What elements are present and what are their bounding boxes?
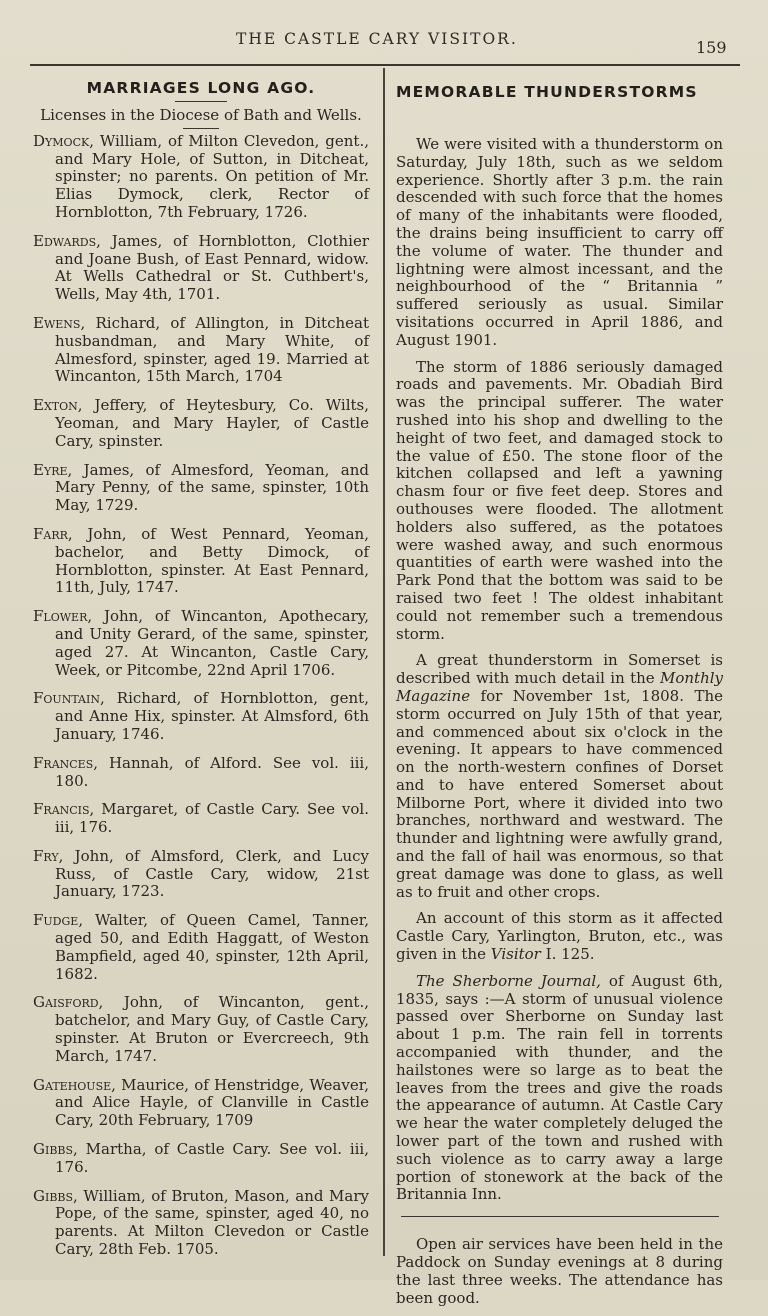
publication-title: Visitor bbox=[490, 945, 541, 964]
marriages-column bbox=[33, 78, 369, 1270]
paragraph-text: A great thunderstorm in Somerset is described with much detail in the bbox=[396, 651, 723, 688]
entry-text: James, of Hornblotton, Clothier and Joane Bush, of East Pennard, widow. At Wells Cathedral or St. Cuthbert's, Wells, May 4th, 1701. bbox=[55, 231, 369, 304]
entry-text: Walter, of Queen Camel, Tanner, aged 50, and Edith Haggatt, of Weston Bampfield, aged 40, spinster, 12th April, 1682. bbox=[55, 911, 369, 983]
entry-text: Richard, of Allington, in Ditcheat husbandman, and Mary White, of Almesford, spinster, aged 19. Married at Wincanton, 15th March, 1704 bbox=[55, 313, 369, 386]
marriages-title: MARRIAGES LONG AGO. bbox=[86, 79, 316, 97]
article-paragraph bbox=[396, 652, 723, 901]
publication-title: Monthly Magazine bbox=[396, 669, 723, 705]
notice-paragraph: Open air services have been held in the Paddock on Sunday evenings at 8 during the last three weeks. The attendance has been good. bbox=[396, 1235, 723, 1307]
section-end-rule bbox=[401, 1216, 719, 1217]
running-title: THE CASTLE CARY VISITOR. bbox=[236, 30, 518, 48]
marriages-intro: Licenses in the Diocese of Bath and Wells. bbox=[40, 106, 362, 124]
marriage-entry bbox=[33, 1141, 369, 1177]
marriage-entry bbox=[33, 462, 369, 515]
paragraph-text: An account of this storm as it affected Castle Cary, Yarlington, Bruton, etc., was given in the bbox=[396, 909, 723, 964]
entry-text: Richard, of Hornblotton, gent, and Anne Hix, spinster. At Almsford, 6th January, 1746. bbox=[55, 689, 369, 743]
entry-text: John, of Wincanton, gent., batchelor, and Mary Guy, of Castle Cary, spinster. At Bruton or Evercreech, 9th March, 1747. bbox=[55, 993, 369, 1065]
marriage-entry bbox=[33, 994, 369, 1065]
entry-text: James, of Almesford, Yeoman, and Mary Penny, of the same, spinster, 10th May, 1729. bbox=[55, 460, 369, 515]
entry-text: John, of West Pennard, Yeoman, bachelor, and Betty Dimock, of Hornblotton, spinster. At East Pennard, 11th, July, 1747. bbox=[55, 524, 369, 597]
paragraph-text: for November 1st, 1808. The storm occurred on July 15th of that year, and commenced about six o'clock in the evening. It appears to have commenced on the north-western confines of Dorset and to have entered Somerset about Milborne Port, where it divided into two branches, northward and westward. The thunder and lightning were awfully grand, and the fall of hail was enormous, so that great damage was done to glass, as well as to fruit and other crops. bbox=[396, 686, 723, 901]
thunderstorms-title: MEMORABLE THUNDERSTORMS bbox=[396, 83, 698, 101]
title-rule bbox=[175, 101, 227, 102]
entry-surname: Gibbs, bbox=[33, 1186, 78, 1205]
entry-text: John, of Wincanton, Apothecary, and Unity Gerard, of the same, spinster, aged 27. At Wincanton, Castle Cary, Week, or Pitcombe, 22nd April 1706. bbox=[55, 607, 369, 679]
entry-text: Maurice, of Henstridge, Weaver, and Alice Hayle, of Clanville in Castle Cary, 20th February, 1709 bbox=[55, 1075, 369, 1130]
entry-surname: Fountain, bbox=[33, 689, 105, 708]
entry-surname: Eyre, bbox=[33, 460, 73, 479]
entry-surname: Francis, bbox=[33, 800, 95, 819]
marriage-entry bbox=[33, 133, 369, 222]
article-paragraph bbox=[396, 910, 723, 963]
marriage-entry bbox=[33, 315, 369, 386]
entry-text: Jeffery, of Heytesbury, Co. Wilts, Yeoman, and Mary Hayler, of Castle Cary, spinster. bbox=[55, 396, 369, 450]
marriage-entry bbox=[33, 526, 369, 597]
entry-text: Hannah, of Alford. See vol. iii, 180. bbox=[55, 753, 369, 790]
entry-text: William, of Bruton, Mason, and Mary Pope, of the same, spinster, aged 40, no parents. At Milton Clevedon or Castle Cary, 28th Feb. 1705. bbox=[55, 1186, 369, 1259]
marriage-entry bbox=[33, 848, 369, 901]
column-divider bbox=[383, 68, 385, 1256]
article-paragraph bbox=[396, 973, 723, 1204]
entry-surname: Gatehouse, bbox=[33, 1075, 116, 1094]
article-paragraph: The storm of 1886 seriously damaged roads and pavements. Mr. Obadiah Bird was the principal sufferer. The water rushed into his shop and dwelling to the height of two feet, and damaged stock to the value of £50. The stone floor of the kitchen collapsed and left a yawning chasm four or five feet deep. Stores and outhouses were flooded. The allotment holders also suffered, as the potatoes were washed away, and such enormous quantities of earth were washed into the Park Pond that the bottom was said to be raised two feet ! The oldest inhabitant could not remember such a tremendous storm. bbox=[396, 357, 723, 643]
thunderstorms-column bbox=[396, 82, 723, 1316]
page-number: 159 bbox=[696, 38, 727, 57]
entry-surname: Fudge, bbox=[33, 911, 84, 930]
publication-title: The Sherborne Journal, bbox=[416, 971, 601, 990]
entry-text: William, of Milton Clevedon, gent., and Mary Hole, of Sutton, in Ditcheat, spinster; no parents. On petition of Mr. Elias Dymock, clerk, Rector of Hornblotton, 7th February, 1726. bbox=[55, 131, 369, 221]
marriage-entry bbox=[33, 608, 369, 679]
entry-surname: Edwards, bbox=[33, 231, 101, 250]
intro-rule bbox=[183, 128, 219, 129]
entry-text: Martha, of Castle Cary. See vol. iii, 176. bbox=[55, 1140, 370, 1176]
marriage-entry bbox=[33, 912, 369, 983]
marriage-entry bbox=[33, 801, 369, 837]
entry-text: Margaret, of Castle Cary. See vol. iii, 176. bbox=[55, 800, 369, 837]
entry-surname: Dymock, bbox=[33, 131, 94, 150]
entry-surname: Exton, bbox=[33, 396, 83, 415]
entry-surname: Fry, bbox=[33, 846, 64, 865]
marriage-entry bbox=[33, 1077, 369, 1130]
paragraph-text: of August 6th, 1835, says :—A storm of unusual violence passed over Sherborne on Sunday last about 1 p.m. The rain fell in torrents accompanied with thunder, and the hailstones were so large as to beat the leaves from the trees and give the roads the appearance of autumn. At Castle Cary we hear the water completely deluged the lower part of the town and rushed with such violence as to carry away a large portion of stonework at the back of the Britannia Inn. bbox=[396, 971, 723, 1204]
header-rule bbox=[30, 64, 740, 66]
paragraph-text: I. 125. bbox=[545, 945, 595, 964]
entry-surname: Ewens, bbox=[33, 313, 86, 332]
entry-surname: Flower, bbox=[33, 607, 93, 626]
article-paragraph: We were visited with a thunderstorm on Saturday, July 18th, such as we seldom experience. Shortly after 3 p.m. the rain descended with such force that the homes of many of the inhabitants were flooded, the drains being insufficient to carry off the volume of water. The thunder and lightning were almost incessant, and the neighbourhood of the “ Britannia ” suffered seriously as usual. Similar visitations occurred in April 1886, and August 1901. bbox=[396, 135, 723, 349]
marriage-entry bbox=[33, 755, 369, 791]
entry-surname: Gibbs, bbox=[33, 1140, 78, 1159]
entry-surname: Farr, bbox=[33, 524, 73, 543]
entry-surname: Frances, bbox=[33, 753, 99, 772]
marriage-entry bbox=[33, 397, 369, 450]
entry-text: John, of Almsford, Clerk, and Lucy Russ, of Castle Cary, widow, 21st January, 1723. bbox=[55, 846, 369, 901]
marriage-entry bbox=[33, 233, 369, 304]
entry-surname: Gaisford, bbox=[33, 993, 104, 1012]
marriage-entry bbox=[33, 690, 369, 743]
marriage-entry bbox=[33, 1188, 369, 1259]
